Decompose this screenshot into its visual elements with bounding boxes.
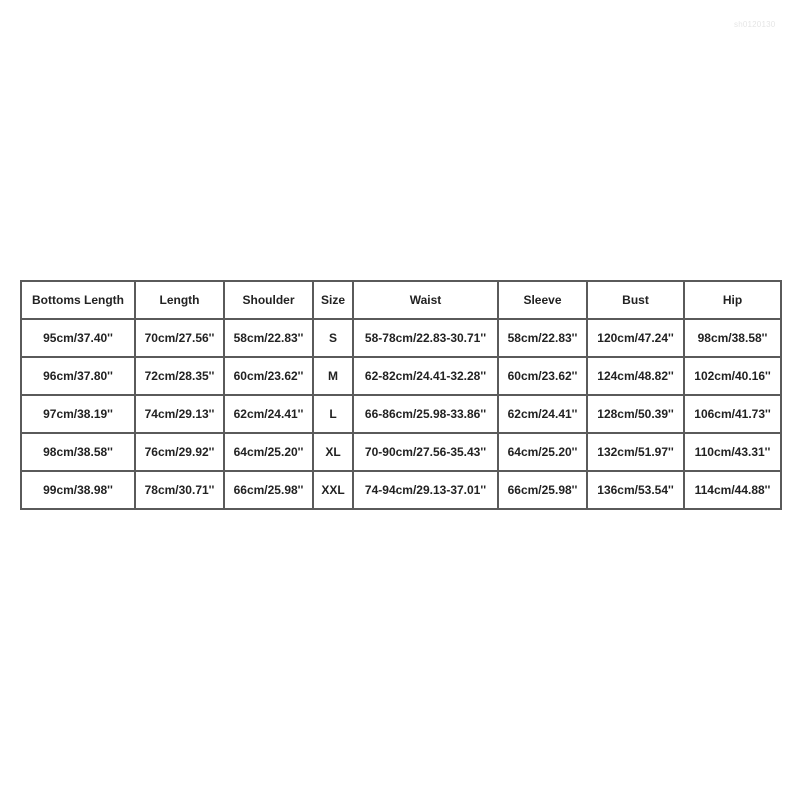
cell-length: 76cm/29.92'': [135, 433, 224, 471]
cell-shoulder: 62cm/24.41'': [224, 395, 313, 433]
cell-bust: 128cm/50.39'': [587, 395, 684, 433]
cell-bottoms-length: 96cm/37.80'': [21, 357, 135, 395]
cell-waist: 70-90cm/27.56-35.43'': [353, 433, 498, 471]
cell-bust: 132cm/51.97'': [587, 433, 684, 471]
header-waist: Waist: [353, 281, 498, 319]
cell-hip: 106cm/41.73'': [684, 395, 781, 433]
cell-sleeve: 58cm/22.83'': [498, 319, 587, 357]
cell-waist: 66-86cm/25.98-33.86'': [353, 395, 498, 433]
cell-sleeve: 62cm/24.41'': [498, 395, 587, 433]
cell-hip: 98cm/38.58'': [684, 319, 781, 357]
cell-hip: 102cm/40.16'': [684, 357, 781, 395]
cell-waist: 62-82cm/24.41-32.28'': [353, 357, 498, 395]
header-length: Length: [135, 281, 224, 319]
cell-size: L: [313, 395, 353, 433]
cell-bottoms-length: 95cm/37.40'': [21, 319, 135, 357]
header-bust: Bust: [587, 281, 684, 319]
cell-waist: 74-94cm/29.13-37.01'': [353, 471, 498, 509]
table-row: [21, 433, 781, 471]
table-row: [21, 319, 781, 357]
cell-length: 78cm/30.71'': [135, 471, 224, 509]
cell-shoulder: 64cm/25.20'': [224, 433, 313, 471]
cell-length: 74cm/29.13'': [135, 395, 224, 433]
cell-sleeve: 64cm/25.20'': [498, 433, 587, 471]
cell-bust: 124cm/48.82'': [587, 357, 684, 395]
cell-sleeve: 60cm/23.62'': [498, 357, 587, 395]
cell-waist: 58-78cm/22.83-30.71'': [353, 319, 498, 357]
cell-bust: 136cm/53.54'': [587, 471, 684, 509]
cell-hip: 114cm/44.88'': [684, 471, 781, 509]
cell-bust: 120cm/47.24'': [587, 319, 684, 357]
table-row: [21, 357, 781, 395]
cell-hip: 110cm/43.31'': [684, 433, 781, 471]
cell-shoulder: 60cm/23.62'': [224, 357, 313, 395]
cell-size: XL: [313, 433, 353, 471]
cell-bottoms-length: 99cm/38.98'': [21, 471, 135, 509]
cell-shoulder: 58cm/22.83'': [224, 319, 313, 357]
cell-shoulder: 66cm/25.98'': [224, 471, 313, 509]
cell-size: M: [313, 357, 353, 395]
cell-size: XXL: [313, 471, 353, 509]
table-header-row: [21, 281, 781, 319]
size-chart-table: [20, 280, 782, 510]
watermark-text: sh0120130: [734, 20, 776, 29]
header-shoulder: Shoulder: [224, 281, 313, 319]
header-size: Size: [313, 281, 353, 319]
header-bottoms-length: Bottoms Length: [21, 281, 135, 319]
header-sleeve: Sleeve: [498, 281, 587, 319]
table-row: [21, 471, 781, 509]
cell-length: 72cm/28.35'': [135, 357, 224, 395]
cell-length: 70cm/27.56'': [135, 319, 224, 357]
header-hip: Hip: [684, 281, 781, 319]
cell-sleeve: 66cm/25.98'': [498, 471, 587, 509]
cell-bottoms-length: 97cm/38.19'': [21, 395, 135, 433]
cell-size: S: [313, 319, 353, 357]
cell-bottoms-length: 98cm/38.58'': [21, 433, 135, 471]
table-row: [21, 395, 781, 433]
